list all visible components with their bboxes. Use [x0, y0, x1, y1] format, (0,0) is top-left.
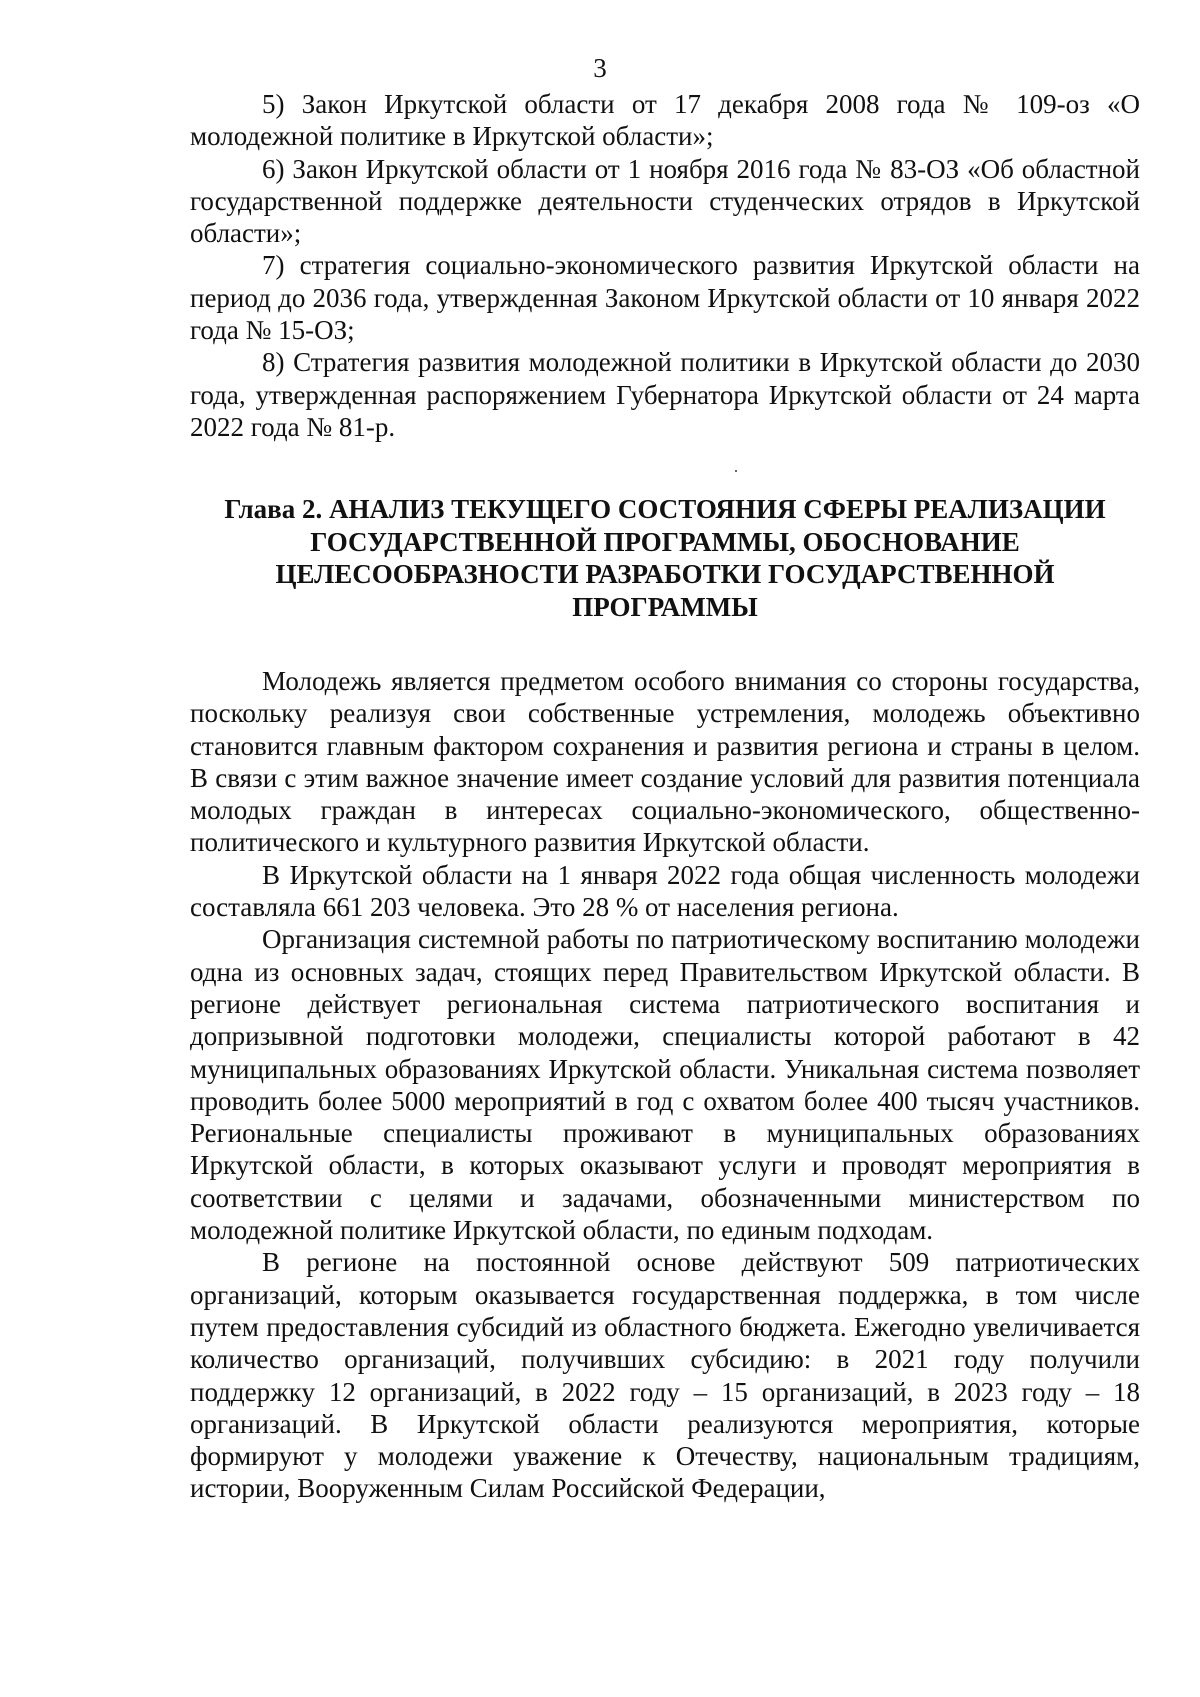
list-item: 5) Закон Иркутской области от 17 декабря 2008 года № 109-оз «О молодежной политике в Иркутской области»;: [190, 89, 1140, 152]
chapter-heading-line: ГОСУДАРСТВЕННОЙ ПРОГРАММЫ, ОБОСНОВАНИЕ: [310, 526, 1020, 557]
chapter-heading-line: Глава 2. АНАЛИЗ ТЕКУЩЕГО СОСТОЯНИЯ СФЕРЫ РЕАЛИЗАЦИИ: [224, 494, 1106, 524]
chapter-heading-line: ЦЕЛЕСООБРАЗНОСТИ РАЗРАБОТКИ ГОСУДАРСТВЕННОЙ: [275, 559, 1055, 589]
body-paragraph: В Иркутской области на 1 января 2022 года общая численность молодежи составляла 661 203 человека. Это 28 % от населения региона.: [190, 859, 1140, 923]
chapter-heading: [190, 493, 1140, 623]
legal-basis-list: [190, 88, 1140, 443]
list-item: 7) стратегия социально-экономического развития Иркутской области на период до 2036 года, утвержденная Законом Иркутской области от 10 января 2022 года № 15-ОЗ;: [190, 250, 1140, 346]
list-item: 8) Стратегия развития молодежной политики в Иркутской области до 2030 года, утвержденная распоряжением Губернатора Иркутской области от 24 марта 2022 года № 81-р.: [190, 347, 1140, 442]
page-number: 3: [593, 53, 607, 83]
chapter-body: [190, 665, 1140, 1505]
scan-speck: [735, 470, 737, 472]
body-paragraph: В регионе на постоянной основе действуют 509 патриотических организаций, которым оказывается государственная поддержка, в том числе путем предоставления субсидий из областного бюджета. Ежегодно увеличивается количество организаций, получивших субсидию: в 2021 году получили поддержку 12 организаций, в 2022 году – 15 организаций, в 2023 году – 18 организаций. В Иркутской области реализуются мероприятия, которые формируют у молодежи уважение к Отечеству, национальным традициям, истории, Вооруженным Силам Российской Федерации,: [190, 1247, 1140, 1504]
body-paragraph: Организация системной работы по патриотическому воспитанию молодежи одна из основных задач, стоящих перед Правительством Иркутской области. В регионе действует региональная система патриотического воспитания и допризывной подготовки молодежи, специалисты которой работают в 42 муниципальных образованиях Иркутской области. Уникальная система позволяет проводить более 5000 мероприятий в год с охватом более 400 тысяч участников. Региональные специалисты проживают в муниципальных образованиях Иркутской области, в которых оказывают услуги и проводят мероприятия в соответствии с целями и задачами, обозначенными министерством по молодежной политике Иркутской области, по единым подходам.: [190, 924, 1140, 1246]
chapter-heading-line: ПРОГРАММЫ: [572, 591, 758, 622]
list-item: 6) Закон Иркутской области от 1 ноября 2016 года № 83-ОЗ «Об областной государственной поддержке деятельности студенческих отрядов в Иркутской области»;: [190, 153, 1140, 249]
body-paragraph: Молодежь является предметом особого внимания со стороны государства, поскольку реализуя свои собственные устремления, молодежь объективно становится главным фактором сохранения и развития региона и страны в целом. В связи с этим важное значение имеет создание условий для развития потенциала молодых граждан в интересах социально-экономического, общественно-политического и культурного развития Иркутской области.: [190, 666, 1140, 858]
